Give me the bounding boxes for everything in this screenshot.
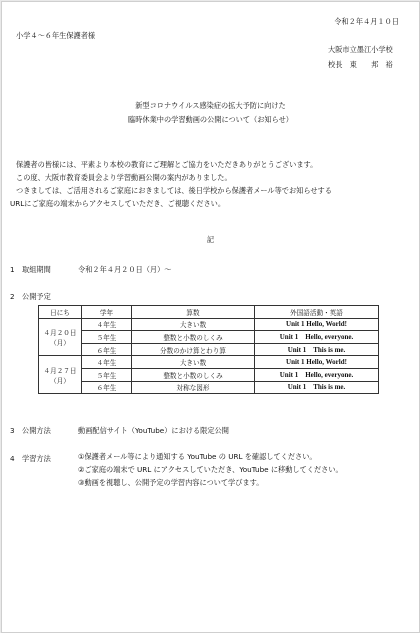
table-row (39, 318, 379, 331)
table-row (39, 368, 379, 381)
header-grade: 学年 (82, 306, 132, 319)
table-row (39, 331, 379, 344)
section-3-label: 公開方法 (22, 426, 51, 435)
table-row (39, 343, 379, 356)
section-4-number: 4 (10, 454, 15, 463)
body-paragraph-3b: URLにご家庭の端末からアクセスしていただき、ご視聴ください。 (10, 199, 226, 208)
body-paragraph-2: この度、大阪市教育委員会より学習動画公開の案内がありました。 (16, 173, 232, 182)
math-cell: 整数と小数のしくみ (132, 368, 255, 381)
body-paragraph-1: 保護者の皆様には、平素より本校の教育にご理解とご協力をいただきありがとうございます。 (16, 160, 318, 169)
date-text: ４月２７日 (43, 366, 77, 375)
grade-cell: ５年生 (82, 368, 132, 381)
math-cell: 大きい数 (132, 356, 255, 369)
body-paragraph-3a: つきましては、ご活用されるご家庭におきましては、後日学校から保護者メール等でお知らせする (16, 186, 332, 195)
grade-cell: ４年生 (82, 356, 132, 369)
schedule-table (38, 305, 379, 394)
weekday-text: （月） (50, 338, 70, 347)
addressee: 小学４～６年生保護者様 (16, 31, 96, 40)
grade-cell: ６年生 (82, 343, 132, 356)
section-3-value: 動画配信サイト（YouTube）における限定公開 (78, 426, 229, 435)
english-cell: Unit 1 Hello, World! (255, 356, 379, 369)
title-line-2: 臨時休業中の学習動画の公開について（お知らせ） (128, 115, 293, 124)
section-1-label: 取組期間 (22, 265, 51, 274)
title-line-1: 新型コロナウイルス感染症の拡大予防に向けた (135, 101, 286, 110)
principal-name: 校長 東 邦 裕 (328, 60, 393, 69)
method-step-2: ②ご家庭の端末で URL にアクセスしていただき、YouTube に移動してください。 (78, 465, 343, 474)
method-step-1: ①保護者メール等により通知する YouTube の URL を確認してください。 (78, 452, 317, 461)
section-4-label: 学習方法 (22, 454, 51, 463)
english-cell: Unit 1 Hello, everyone. (255, 331, 379, 344)
header-math: 算数 (132, 306, 255, 319)
math-cell: 大きい数 (132, 318, 255, 331)
section-2-number: 2 (10, 292, 15, 301)
document-page (1, 1, 420, 633)
section-1-number: 1 (10, 265, 15, 274)
section-3-number: 3 (10, 426, 15, 435)
table-row (39, 381, 379, 394)
english-cell: Unit 1 This is me. (255, 343, 379, 356)
grade-cell: ４年生 (82, 318, 132, 331)
section-1-value: 令和２年４月２０日（月）～ (78, 265, 172, 274)
weekday-text: （月） (50, 376, 70, 385)
english-cell: Unit 1 Hello, everyone. (255, 368, 379, 381)
section-2-label: 公開予定 (22, 292, 51, 301)
document-date: 令和２年４月１０日 (334, 17, 399, 26)
header-english: 外国語活動・英語 (255, 306, 379, 319)
method-step-3: ③動画を視聴し、公開予定の学習内容について学びます。 (78, 478, 264, 487)
date-cell (39, 318, 82, 356)
english-cell: Unit 1 This is me. (255, 381, 379, 394)
date-cell (39, 356, 82, 394)
date-text: ４月２０日 (43, 328, 77, 337)
ki-heading: 記 (206, 235, 215, 244)
school-name: 大阪市立墨江小学校 (328, 45, 393, 54)
math-cell: 整数と小数のしくみ (132, 331, 255, 344)
table-header-row (39, 306, 379, 319)
english-cell: Unit 1 Hello, World! (255, 318, 379, 331)
header-date: 日にち (39, 306, 82, 319)
math-cell: 対称な図形 (132, 381, 255, 394)
grade-cell: ６年生 (82, 381, 132, 394)
grade-cell: ５年生 (82, 331, 132, 344)
math-cell: 分数のかけ算とわり算 (132, 343, 255, 356)
table-row (39, 356, 379, 369)
